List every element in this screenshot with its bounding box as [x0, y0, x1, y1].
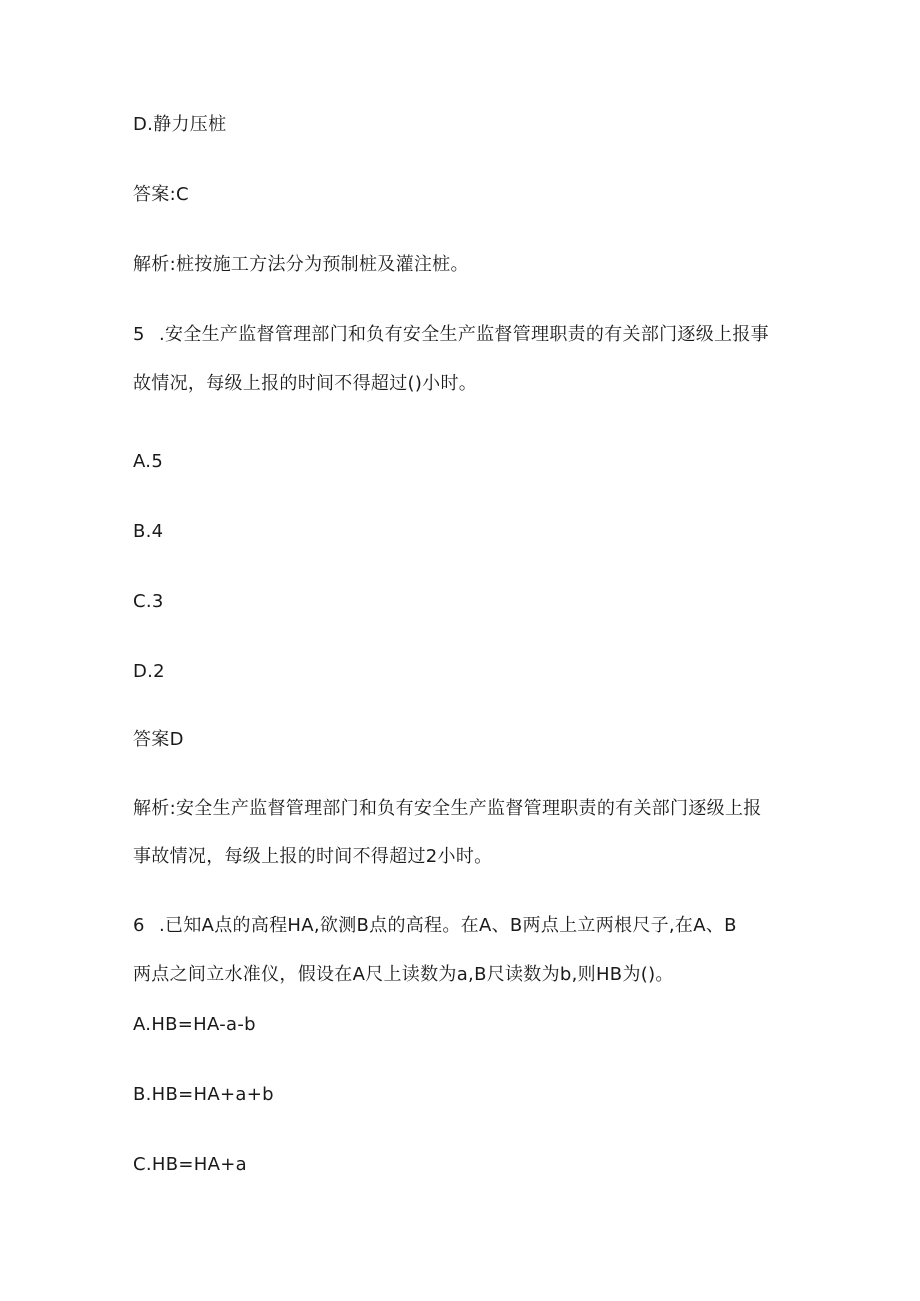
question-number: 6: [133, 915, 145, 936]
question-6-stem: [133, 914, 737, 938]
option-c: C.3: [133, 591, 164, 612]
option-b: B.4: [133, 521, 164, 542]
option-d: D.静力压桩: [133, 114, 227, 135]
question-text-continued: 故情况，每级上报的时间不得超过()小时。: [133, 373, 478, 394]
answer: 答案D: [133, 729, 184, 750]
analysis: 解析:桩按施工方法分为预制桩及灌注桩。: [133, 254, 469, 275]
option-c: C.HB=HA+a: [133, 1154, 247, 1175]
answer: 答案:C: [133, 184, 189, 205]
question-number: 5: [133, 324, 145, 345]
option-d: D.2: [133, 661, 165, 682]
analysis-continued: 事故情况，每级上报的时间不得超过2小时。: [133, 846, 493, 867]
question-text-continued: 两点之间立水准仪，假设在A尺上读数为a,B尺读数为b,则HB为()。: [133, 964, 674, 985]
question-text: .安全生产监督管理部门和负有安全生产监督管理职责的有关部门逐级上报事: [159, 324, 769, 345]
question-5-stem: [133, 323, 769, 347]
question-text: .已知A点的高程HA,欲测B点的高程。在A、B两点上立两根尺子,在A、B: [159, 915, 737, 936]
option-b: B.HB=HA+a+b: [133, 1084, 274, 1105]
analysis: 解析:安全生产监督管理部门和负有安全生产监督管理职责的有关部门逐级上报: [133, 798, 762, 819]
option-a: A.HB=HA-a-b: [133, 1014, 256, 1035]
option-a: A.5: [133, 451, 164, 472]
